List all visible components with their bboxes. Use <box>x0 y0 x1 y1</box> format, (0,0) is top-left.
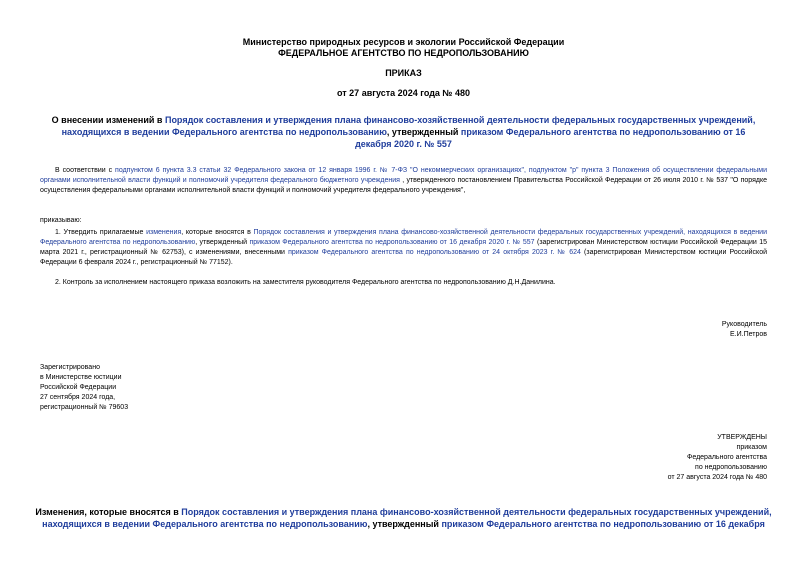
order-item-1: 1. Утвердить прилагаемые изменения, которые вносятся в Порядок составления и утверждения плана финансово-хозяйственной деятельности федеральных государственных учреждений, находящихся в ведении Федерального агентства по недропользованию, утвержденный приказом Федерального агентства по недропользованию от 16 декабря 2020 г. № 557 (зарегистрирован Министерством юстиции Российской Федерации 15 марта 2021 г., регистрационный № 62753), с изменениями, внесенными приказом Федерального агентства по недропользованию от 24 октября 2023 г. № 624 (зарегистрирован Министерством юстиции Российской Федерации 6 февраля 2024 г., регистрационный № 77152). <box>40 229 767 266</box>
title-link-order[interactable]: приказом Федерального агентства по недропользованию от 16 декабря 2020 г. № 557 <box>355 127 746 149</box>
changes-link-order[interactable]: приказом Федерального агентства по недропользованию от 16 декабря <box>441 519 765 529</box>
changes-title: Изменения, которые вносятся в Порядок составления и утверждения плана финансово-хозяйственной деятельности федеральных государственных учреждений, находящихся в ведении Федерального агентства по недропользованию, утвержденный приказом Федерального агентства по недропользованию от 16 декабря <box>35 507 772 529</box>
preamble-link-regulation[interactable]: , подпунктом "р" пункта 3 Положения об осуществлении федеральными органами исполнительной власти функций и полномочий учредителя федерального бюджетного учреждения <box>40 167 768 184</box>
item1-link-order-624[interactable]: приказом Федерального агентства по недропользованию от 24 октября 2023 г. № 624 <box>288 249 581 256</box>
doc-date-number: от 27 августа 2024 года № 480 <box>337 88 470 98</box>
signature <box>722 320 767 340</box>
title-link-procedure[interactable]: Порядок составления и утверждения плана финансово-хозяйственной деятельности федеральных государственных учреждений, находящихся в ведении Федерального агентства по недропользованию <box>61 115 756 137</box>
item1-link-order-557[interactable]: приказом Федерального агентства по недропользованию от 16 декабря 2020 г. № 557 <box>249 239 535 246</box>
signature-name: Е.И.Петров <box>730 331 767 338</box>
doc-type: ПРИКАЗ <box>385 68 422 78</box>
preamble-link-law[interactable]: подпунктом 6 пункта 3.3 статьи 32 Федерального закона от 12 января 1996 г. № 7-ФЗ "О некоммерческих организациях" <box>115 167 525 174</box>
changes-link-procedure[interactable]: Порядок составления и утверждения плана финансово-хозяйственной деятельности федеральных государственных учреждений, находящихся в ведении Федерального агентства по недропользованию <box>42 507 772 529</box>
header-ministry: Министерство природных ресурсов и экологии Российской Федерации <box>242 37 565 47</box>
registration-block: Зарегистрировано в Министерстве юстиции Российской Федерации 27 сентября 2024 года, регистрационный № 79603 <box>40 364 129 411</box>
order-item-2: 2. Контроль за исполнением настоящего приказа возложить на заместителя руководителя Федерального агентства по недропользованию Д.Н.Данилина. <box>55 279 556 286</box>
doc-title: О внесении изменений в Порядок составления и утверждения плана финансово-хозяйственной деятельности федеральных государственных учреждений, находящихся в ведении Федерального агентства по недропользованию, утвержденный приказом Федерального агентства по недропользованию от 16 декабря 2020 г. № 557 <box>51 115 756 149</box>
item1-link-procedure[interactable]: Порядок составления и утверждения плана финансово-хозяйственной деятельности федеральных государственных учреждений, находящихся в ведении Федерального агентства по недропользованию <box>40 229 767 246</box>
preamble: В соответствии с подпунктом 6 пункта 3.3 статьи 32 Федерального закона от 12 января 1996 г. № 7-ФЗ "О некоммерческих организациях", подпунктом "р" пункта 3 Положения об осуществлении федеральными органами исполнительной власти функций и полномочий учредителя федерального бюджетного учреждения , утвержденного постановлением Правительства Российской Федерации от 26 июля 2010 г. № 537 "О порядке осуществления федеральными органами исполнительной власти функций и полномочий учредителя федерального учреждения", <box>40 167 768 194</box>
header-agency: ФЕДЕРАЛЬНОЕ АГЕНТСТВО ПО НЕДРОПОЛЬЗОВАНИЮ <box>278 48 529 58</box>
orders-label: приказываю: <box>40 217 82 224</box>
item1-link-changes[interactable]: изменения <box>146 229 182 236</box>
signature-position: Руководитель <box>721 321 767 328</box>
approval-block: УТВЕРЖДЕНЫ приказом Федерального агентства по недропользованию от 27 августа 2024 года № 480 <box>667 434 767 481</box>
